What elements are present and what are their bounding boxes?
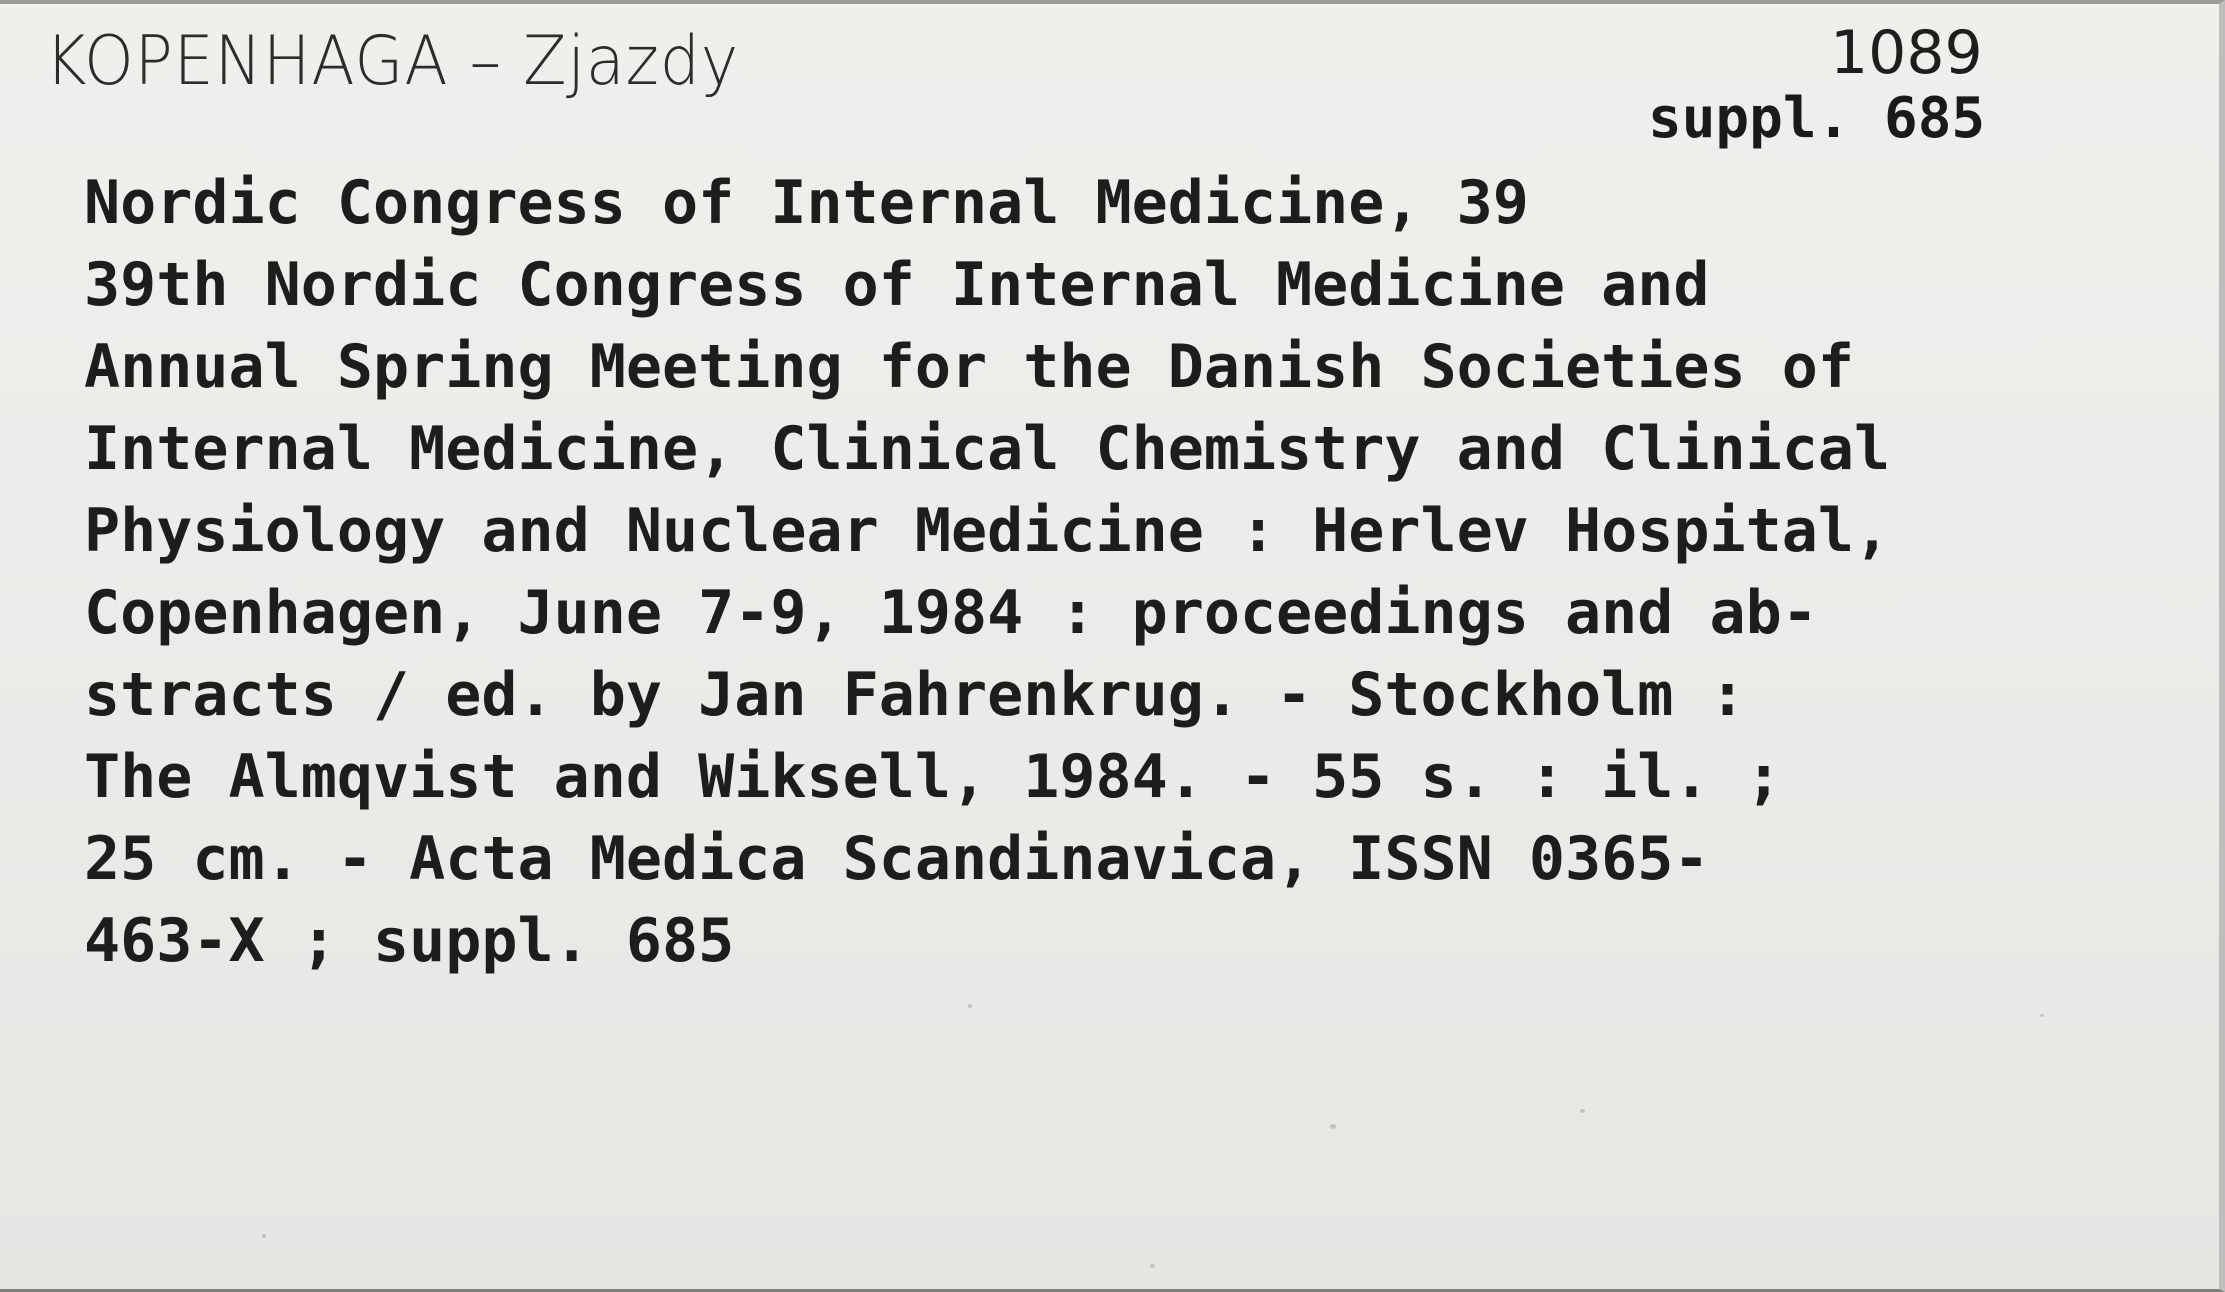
entry-line: 39th Nordic Congress of Internal Medicine and [84, 250, 1710, 320]
paper-speck [1150, 1264, 1155, 1268]
entry-heading: Nordic Congress of Internal Medicine, 39 [84, 168, 1529, 238]
paper-speck [1580, 1109, 1585, 1113]
entry-line: The Almqvist and Wiksell, 1984. - 55 s. : il. ; [84, 742, 1782, 812]
supplement-label: suppl. 685 [1648, 86, 1986, 151]
entry-line: Copenhagen, June 7-9, 1984 : proceedings and ab- [84, 578, 1818, 648]
paper-speck [262, 1234, 266, 1238]
paper-speck [2040, 1014, 2044, 1017]
entry-line: stracts / ed. by Jan Fahrenkrug. - Stockholm : [84, 660, 1746, 730]
entry-line: Internal Medicine, Clinical Chemistry and Clinical [84, 414, 1891, 484]
paper-speck [1330, 1124, 1336, 1129]
call-number: 1089 [1830, 18, 1983, 88]
paper-speck [968, 1004, 972, 1008]
entry-line: 463-X ; suppl. 685 [84, 906, 735, 976]
handwritten-subject-heading: KOPENHAGA – Zjazdy [45, 22, 740, 101]
catalog-entry-body [84, 244, 1890, 982]
entry-line: 25 cm. - Acta Medica Scandinavica, ISSN 0365- [84, 824, 1710, 894]
entry-line: Physiology and Nuclear Medicine : Herlev Hospital, [84, 496, 1891, 566]
entry-line: Annual Spring Meeting for the Danish Societies of [84, 332, 1855, 402]
